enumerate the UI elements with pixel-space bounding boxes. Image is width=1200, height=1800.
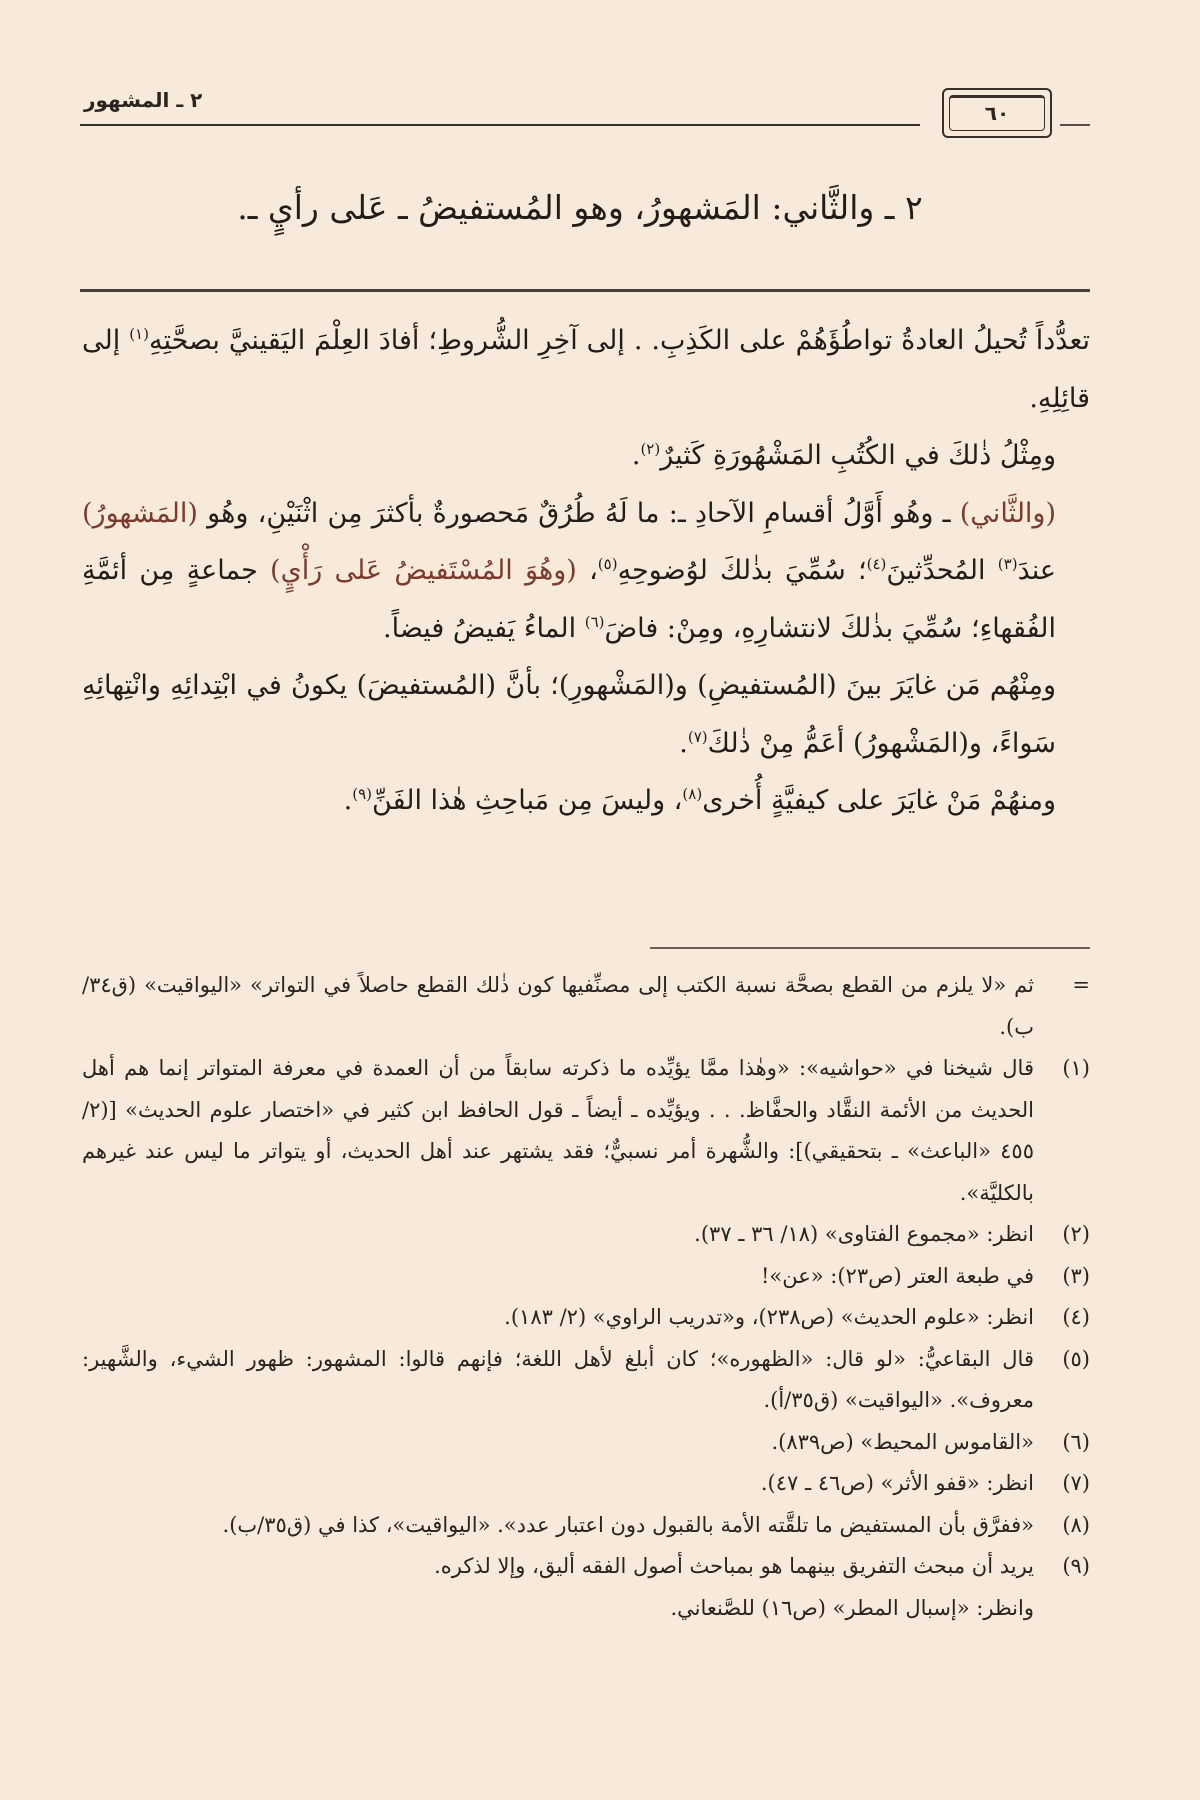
page-number-frame [942,88,1052,138]
footnote-2 [82,1214,1090,1256]
footnote-ref-2[interactable]: (٢) [640,440,661,458]
matn-phrase: (والثَّاني) [959,497,1056,529]
text-run: ، وليسَ مِن مَباحِثِ هٰذا الفَنِّ [372,785,683,816]
footnote-text: «ففرَّق بأن المستفيض ما تلقَّته الأمة بالقبول دون اعتبار عدد». «اليواقيت»، كذا في (ق٣٥/ب). [222,1512,1034,1537]
footnote-ref-6[interactable]: (٦) [584,612,605,631]
footnote-label: (٦) [1062,1429,1090,1454]
footnote-label: (٥) [1062,1346,1090,1371]
text-run: جماعةٍ مِن أئمَّةِ الفُقهاءِ؛ سُمِّيَ بذٰلكَ لانتشارِهِ، ومِنْ: فاضَ [82,555,1056,644]
footnote-1 [82,1048,1090,1214]
footnote-ref-4[interactable]: (٤) [866,555,887,573]
footnote-text: قال البقاعيُّ: «لو قال: «الظهوره»؛ كان أبلغ لأهل اللغة؛ فإنهم قالوا: المشهور: ظهور الشيء، والشَّهير: معروف». «اليواقيت» (ق٣٥/أ). [82,1346,1034,1412]
section-heading: ٢ ـ والثَّاني: المَشهورُ، وهو المُستفيضُ ـ عَلى رأيٍ ـ. [237,188,923,227]
footnote-ref-1[interactable]: (١) [129,325,149,343]
text-run: عندَ [1017,555,1056,586]
header-rule-right [1060,124,1090,126]
footnote-label: = [1072,973,1090,997]
footnote-text: قال شيخنا في «حواشيه»: «وهٰذا ممَّا يؤيِّده ما ذكرته سابقاً من أن العمدة في معرفة المتواتر إنما هم أهل الحديث من الأئمة النقَّاد والحفَّاظ. . . ويؤيِّده ـ أيضاً ـ قول الحافظ ابن كثير في «اختصار علوم الحديث» [(٢/ ٤٥٥ «الباعث» ـ بتحقيقي)]: والشُّهرة أمر نسبيٌّ؛ فقد يشتهر عند أهل الحديث، أو يتواتر ما ليس عند غيرهم بالكليَّة». [82,1056,1034,1205]
footnote-text: يريد أن مبحث التفريق بينهما هو بمباحث أصول الفقه أليق، وإلا لذكره. [434,1554,1034,1578]
footnote-text: ثم «لا يلزم من القطع بصحَّة نسبة الكتب إلى مصنِّفيها كون ذٰلك القطع حاصلاً في التواتر» «اليواقيت» (ق٣٤/ب). [82,973,1034,1039]
footnote-8 [82,1505,1090,1547]
footnote-4 [82,1297,1090,1339]
header-rule [80,124,920,126]
paragraph-1 [82,312,1090,427]
paragraph-5 [82,772,1090,830]
footnote-label: (١) [1062,1056,1090,1080]
text-run: . [679,727,688,759]
footnote-label: (٩) [1062,1554,1090,1578]
text-run: . [631,440,641,471]
paragraph-3 [82,485,1090,658]
main-text [82,312,1090,830]
footnotes [82,965,1090,1629]
running-header [70,82,1090,142]
text-run: ومِنْهُم مَن غايَرَ بينَ (المُستفيضِ) و(المَشْهورِ)؛ بأنَّ (المُستفيضَ) يكونُ في ابْتِدائِهِ وانْتِهائِهِ سَواءً، و(المَشْهورُ) أعَمُّ مِنْ ذٰلكَ [82,670,1056,759]
footnote-separator [650,947,1090,949]
footnote-text: في طبعة العتر (ص٢٣): «عن»! [760,1263,1034,1288]
matn-phrase: (المَشهورُ) [82,497,198,529]
footnote-body [82,1546,1034,1629]
text-run: ، [576,555,598,586]
text-run: الماءُ يَفيضُ فيضاً. [383,612,585,644]
text-run: تعدُّداً تُحيلُ العادةُ تواطُؤَهُمْ على الكَذِبِ. . إلى آخِرِ الشُّروطِ؛ أفادَ العِلْمَ اليَقينيَّ بصحَّتِهِ [148,325,1090,356]
footnote-ref-5[interactable]: (٥) [597,555,618,573]
heading-rule [80,289,1090,292]
footnote-7 [82,1463,1090,1505]
text-run: . [343,785,353,816]
paragraph-4 [82,657,1090,772]
footnote-text-continued: وانظر: «إسبال المطر» (ص١٦) للصَّنعاني. [670,1595,1034,1620]
footnote-ref-3[interactable]: (٣) [997,555,1018,573]
footnote-3 [82,1256,1090,1298]
footnote-6 [82,1422,1090,1464]
footnote-continuation [82,965,1090,1048]
footnote-text: «القاموس المحيط» (ص٨٣٩). [771,1429,1034,1454]
matn-phrase: (وهُوَ المُسْتَفيضُ عَلى رَأْيٍ) [270,555,577,586]
footnote-5 [82,1339,1090,1422]
text-run: ومنهُمْ مَنْ غايَرَ على كيفيَّةٍ أُخرى [702,785,1056,816]
book-page [70,0,1090,1800]
footnote-ref-8[interactable]: (٨) [682,785,703,803]
footnote-text: انظر: «مجموع الفتاوى» (١٨/ ٣٦ ـ ٣٧). [694,1222,1034,1246]
footnote-label: (٢) [1062,1222,1090,1246]
page-number: ٦٠ [984,101,1010,125]
footnote-label: (٨) [1062,1512,1090,1537]
text-run: ومِثْلُ ذٰلكَ في الكُتُبِ المَشْهُورَةِ كَثيرٌ [660,440,1056,471]
footnote-label: (٣) [1062,1263,1090,1288]
footnote-text: انظر: «علوم الحديث» (ص٢٣٨)، و«تدريب الراوي» (٢/ ١٨٣). [504,1305,1034,1329]
text-run: ؛ سُمِّيَ بذٰلكَ لوُضوحِهِ [617,555,867,586]
paragraph-2 [82,427,1090,485]
chapter-title: ٢ ـ المشهور [84,88,203,112]
footnote-label: (٧) [1062,1471,1090,1495]
footnote-9 [82,1546,1090,1629]
footnote-text: انظر: «قفو الأثر» (ص٤٦ ـ ٤٧). [760,1471,1034,1495]
footnote-ref-7[interactable]: (٧) [687,727,708,746]
footnote-label: (٤) [1062,1305,1090,1329]
text-run: إلى قائِلِهِ. [82,325,1090,414]
text-run: ـ وهُو أَوَّلُ أقسامِ الآحادِ ـ: ما لَهُ طُرُقٌ مَحصورةٌ بأكثرَ مِن اثْنَيْنِ، وهُو [197,497,960,529]
text-run: المُحدِّثينَ [886,555,998,586]
footnote-ref-9[interactable]: (٩) [352,785,373,803]
